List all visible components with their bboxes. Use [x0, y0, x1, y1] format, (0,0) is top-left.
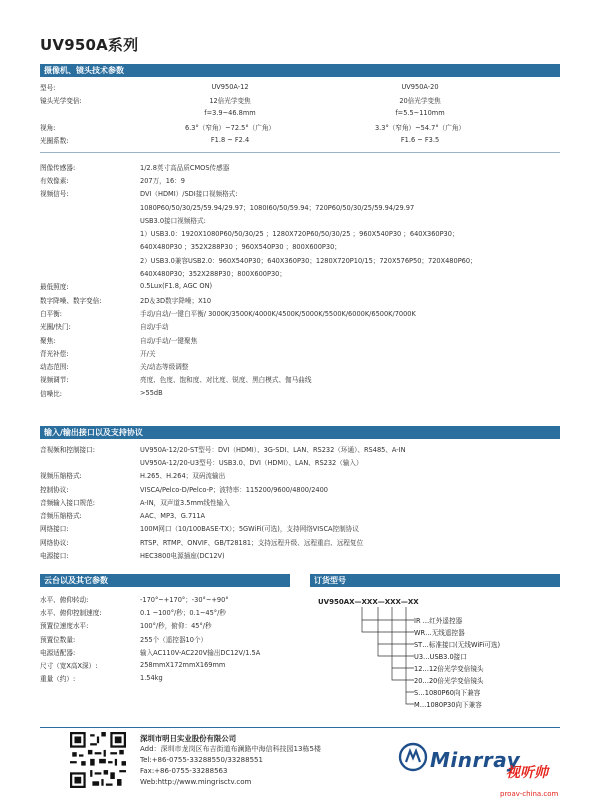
company-info — [140, 733, 321, 788]
company-web[interactable]: Web:http://www.mingrisctv.com — [140, 778, 252, 786]
minrray-logo-icon — [398, 742, 428, 772]
model-20-value: UV950A-20 — [401, 82, 439, 91]
spec-label: 有效像素: — [40, 176, 69, 185]
spec-row — [40, 442, 560, 455]
spec-row — [40, 535, 560, 548]
spec-label: 光圈/快门: — [40, 323, 71, 332]
spec-row — [40, 482, 560, 495]
order-option: IR …红外遥控器 — [414, 617, 463, 625]
order-option: 12…12倍光学变倍镜头 — [414, 665, 484, 673]
model-12-value: 6.3°（窄角）~72.5°（广角） — [184, 123, 276, 132]
spec-row — [40, 672, 310, 685]
spec-value: 100°/秒，俯仰：45°/秒 — [140, 622, 212, 631]
spec-value: 0.5Lux(F1.8, AGC ON) — [140, 282, 213, 291]
model-12-value: 12倍光学变焦 — [209, 96, 251, 105]
spec-label: 视频信号: — [40, 190, 69, 199]
spec-row — [40, 266, 560, 279]
spec-value: 关/动态等级调整 — [140, 363, 189, 372]
spec-label: 白平衡: — [40, 309, 63, 318]
spec-label: 背光补偿: — [40, 349, 69, 358]
spec-label: 光圈系数: — [40, 136, 69, 145]
order-option: 20…20倍光学变倍镜头 — [414, 677, 484, 685]
spec-row — [40, 213, 560, 226]
ptz-spec-table — [40, 592, 310, 685]
spec-row — [40, 605, 310, 618]
spec-row — [40, 522, 560, 535]
company-address: Add：深圳市龙岗区布吉街道布澜路中海信科技园13栋5楼 — [140, 745, 321, 753]
section-header-order: 订货型号 — [310, 574, 560, 587]
order-option: M…1080P30向下兼容 — [414, 701, 482, 709]
spec-row — [40, 619, 310, 632]
section-header-io: 输入/输出接口以及支持协议 — [40, 426, 560, 439]
order-option: U3…USB3.0接口 — [414, 653, 467, 661]
spec-label: 数字降噪、数字变倍: — [40, 296, 102, 305]
watermark-brand: 视听帅 — [506, 765, 548, 781]
section-header-camera: 摄像机、镜头技术参数 — [40, 64, 560, 77]
spec-value: 1/2.8英寸高品质CMOS传感器 — [140, 163, 230, 172]
spec-label: 信噪比: — [40, 389, 63, 398]
spec-value: 640X480P30 ；352X288P30 ；960X540P30 ；800X600P30； — [140, 243, 341, 252]
spec-row — [40, 386, 560, 399]
spec-row — [40, 187, 560, 200]
spec-row — [40, 293, 560, 306]
model-12-value: UV950A-12 — [211, 82, 249, 91]
spec-value: USB3.0接口视频格式: — [140, 216, 206, 225]
camera-spec-row — [40, 80, 560, 93]
spec-row — [40, 333, 560, 346]
spec-label: 音频压缩格式: — [40, 512, 82, 521]
model-12-value: f=3.9~46.8mm — [204, 109, 256, 118]
company-name: 深圳市明日实业股份有限公司 — [140, 734, 237, 743]
spec-row — [40, 508, 560, 521]
spec-row — [40, 253, 560, 266]
spec-row — [40, 632, 310, 645]
spec-label: 视角: — [40, 123, 56, 132]
spec-label: 水平、俯仰控制速度: — [40, 608, 102, 617]
spec-row — [40, 373, 560, 386]
camera-spec-row — [40, 107, 560, 120]
spec-value: 640X480P30；352X288P30；800X600P30； — [140, 270, 286, 279]
image-spec-table — [40, 160, 560, 399]
spec-label: 网络协议: — [40, 538, 69, 547]
spec-value: VISCA/Pelco-D/Pelco-P；波特率：115200/9600/4800/2400 — [140, 485, 328, 494]
spec-label: 重量（约）: — [40, 675, 76, 684]
spec-label: 视频调节: — [40, 376, 69, 385]
company-fax: Fax:+86-0755-33288563 — [140, 767, 228, 775]
spec-row — [40, 592, 310, 605]
spec-row — [40, 658, 310, 671]
spec-row — [40, 173, 560, 186]
section-header-ptz: 云台以及其它参数 — [40, 574, 290, 587]
spec-row — [40, 469, 560, 482]
io-spec-table — [40, 442, 560, 562]
spec-value: UV950A-12/20-U3型号：USB3.0、DVI（HDMI）、LAN、RS232（输入） — [140, 458, 363, 467]
spec-value: 255个（遥控器10个） — [140, 635, 208, 644]
order-option: WR…无线遥控器 — [414, 629, 465, 637]
spec-label: 音视频和控制接口: — [40, 445, 95, 454]
spec-value: 1.54kg — [140, 674, 163, 683]
spec-row — [40, 160, 560, 173]
spec-value: 亮度、色度、饱和度、对比度、锐度、黑白模式、伽马曲线 — [140, 376, 312, 385]
spec-value: 开/关 — [140, 349, 156, 358]
spec-value: 自动/手动 — [140, 323, 169, 332]
spec-row — [40, 200, 560, 213]
model-12-value: F1.8 ~ F2.4 — [210, 135, 250, 144]
spec-value: DVI（HDMI）/SDI接口视频格式: — [140, 190, 238, 199]
spec-row — [40, 346, 560, 359]
footer-divider — [40, 727, 560, 728]
spec-value: 1）USB3.0：1920X1080P60/50/30/25 ；1280X720P60/50/30/25 ；960X540P30 ；640X360P30； — [140, 230, 459, 239]
spec-row — [40, 645, 310, 658]
page-title: UV950A系列 — [40, 36, 139, 54]
spec-label: 预置位数量: — [40, 635, 76, 644]
spec-label: 预置位速度水平: — [40, 622, 89, 631]
spec-value: 0.1 ~100°/秒；0.1~45°/秒 — [140, 608, 226, 617]
spec-value: 1080P60/50/30/25/59.94/29.97；1080I60/50/59.94；720P60/50/30/25/59.94/29.97 — [140, 203, 415, 212]
qr-code-icon — [70, 732, 126, 788]
spec-value: -170°~+170°；-30°~+90° — [140, 595, 229, 604]
spec-value: 2D＆3D数字降噪；X10 — [140, 296, 212, 305]
spec-value: 自动/手动/一键聚焦 — [140, 336, 198, 345]
spec-label: 尺寸（宽X高X深）: — [40, 662, 98, 671]
spec-label: 镜头光学变倍: — [40, 96, 82, 105]
spec-value: A-IN，双声道3.5mm线性输入 — [140, 498, 230, 507]
spec-row — [40, 359, 560, 372]
spec-label: 动态范围: — [40, 363, 69, 372]
spec-value: >55dB — [140, 388, 163, 397]
spec-value: 输入AC110V-AC220V输出DC12V/1.5A — [140, 648, 261, 657]
spec-label: 最低照度: — [40, 283, 69, 292]
spec-label: 视频压缩格式: — [40, 472, 82, 481]
spec-label: 控制协议: — [40, 485, 69, 494]
spec-value: 手动/自动/一键白平衡/ 3000K/3500K/4000K/4500K/5000K/5500K/6000K/6500K/7000K — [140, 309, 416, 318]
spec-label: 图像传感器: — [40, 163, 76, 172]
model-20-value: 20倍光学变焦 — [399, 96, 441, 105]
camera-spec-row — [40, 133, 560, 146]
divider — [40, 152, 560, 153]
spec-row — [40, 495, 560, 508]
camera-table — [40, 80, 560, 146]
spec-label: 音频输入接口规范: — [40, 498, 95, 507]
spec-row — [40, 240, 560, 253]
spec-value: HEC3800电源插座(DC12V) — [140, 552, 225, 561]
spec-row — [40, 226, 560, 239]
spec-label: 网络接口: — [40, 525, 69, 534]
company-tel: Tel:+86-0755-33288550/33288551 — [140, 756, 263, 764]
spec-row — [40, 455, 560, 468]
spec-value: 207万，16：9 — [140, 176, 185, 185]
model-20-value: F1.6 ~ F3.5 — [400, 135, 440, 144]
spec-value: 2）USB3.0兼容USB2.0：960X540P30；640X360P30；1280X720P10/15；720X576P50；720X480P60； — [140, 256, 477, 265]
spec-row — [40, 280, 560, 293]
spec-row — [40, 548, 560, 561]
spec-label: 聚焦: — [40, 336, 56, 345]
model-20-value: 3.3°（窄角）~54.7°（广角） — [374, 123, 466, 132]
minrray-logo-text: Minrray — [430, 748, 521, 772]
spec-row — [40, 306, 560, 319]
spec-label: 型号: — [40, 83, 56, 92]
model-20-value: f=5.5~110mm — [395, 109, 445, 118]
spec-value: 100M网口（10/100BASE-TX）；5GWiFi(可选)，支持网络VISCA控制协议 — [140, 525, 359, 534]
spec-value: RTSP、RTMP、ONVIF、GB/T28181；支持远程升级、远程重启、远程复位 — [140, 538, 364, 547]
camera-spec-row — [40, 120, 560, 133]
order-option: ST…标准接口(无线WiFi可选) — [414, 641, 501, 649]
watermark-url: proav-china.com — [500, 790, 559, 798]
camera-spec-row — [40, 93, 560, 106]
spec-value: H.265、H.264；双码流输出 — [140, 472, 226, 481]
spec-value: UV950A-12/20-ST型号：DVI（HDMI）、3G-SDI、LAN、RS232（环通）、RS485、A-IN — [140, 445, 406, 454]
order-code-diagram — [318, 598, 558, 718]
spec-label: 电源接口: — [40, 552, 69, 561]
order-model-code: UV950AX—XXX—XXX—XX — [318, 598, 419, 606]
spec-value: 258mmX172mmX169mm — [140, 661, 226, 670]
spec-label: 电源适配器: — [40, 648, 76, 657]
spec-row — [40, 320, 560, 333]
spec-label: 水平、俯仰转动: — [40, 595, 89, 604]
order-option: S…1080P60向下兼容 — [414, 689, 481, 697]
spec-value: AAC、MP3、G.711A — [140, 512, 206, 521]
